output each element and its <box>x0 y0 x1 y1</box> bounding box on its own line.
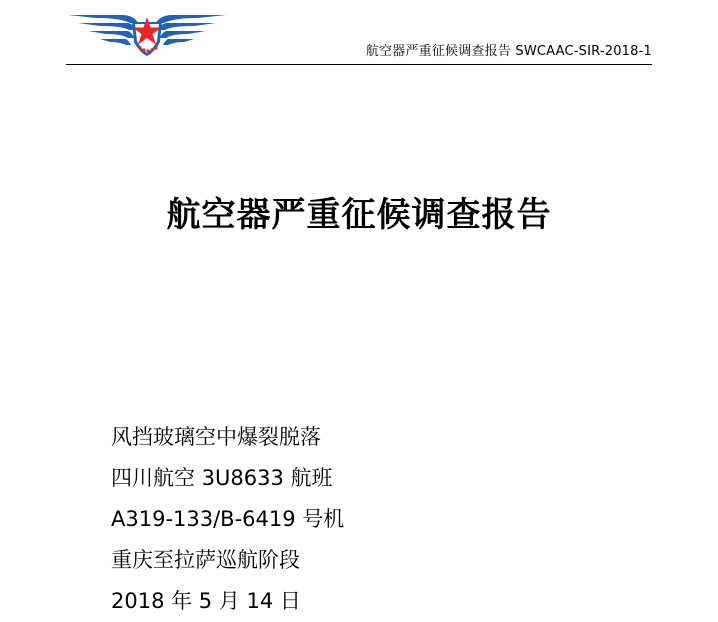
detail-incident: 风挡玻璃空中爆裂脱落 <box>111 425 321 449</box>
header-report-label: 航空器严重征候调查报告 SWCAAC-SIR-2018-1 <box>365 44 652 59</box>
detail-aircraft: A319-133/B-6419 号机 <box>111 507 345 531</box>
caac-wings-logo-icon <box>66 12 228 60</box>
header-divider <box>66 64 652 65</box>
detail-date: 2018 年 5 月 14 日 <box>111 589 301 613</box>
page-title: 航空器严重征候调查报告 <box>166 195 552 235</box>
report-details <box>111 417 344 622</box>
detail-phase: 重庆至拉萨巡航阶段 <box>111 548 300 572</box>
detail-flight: 四川航空 3U8633 航班 <box>111 466 333 490</box>
